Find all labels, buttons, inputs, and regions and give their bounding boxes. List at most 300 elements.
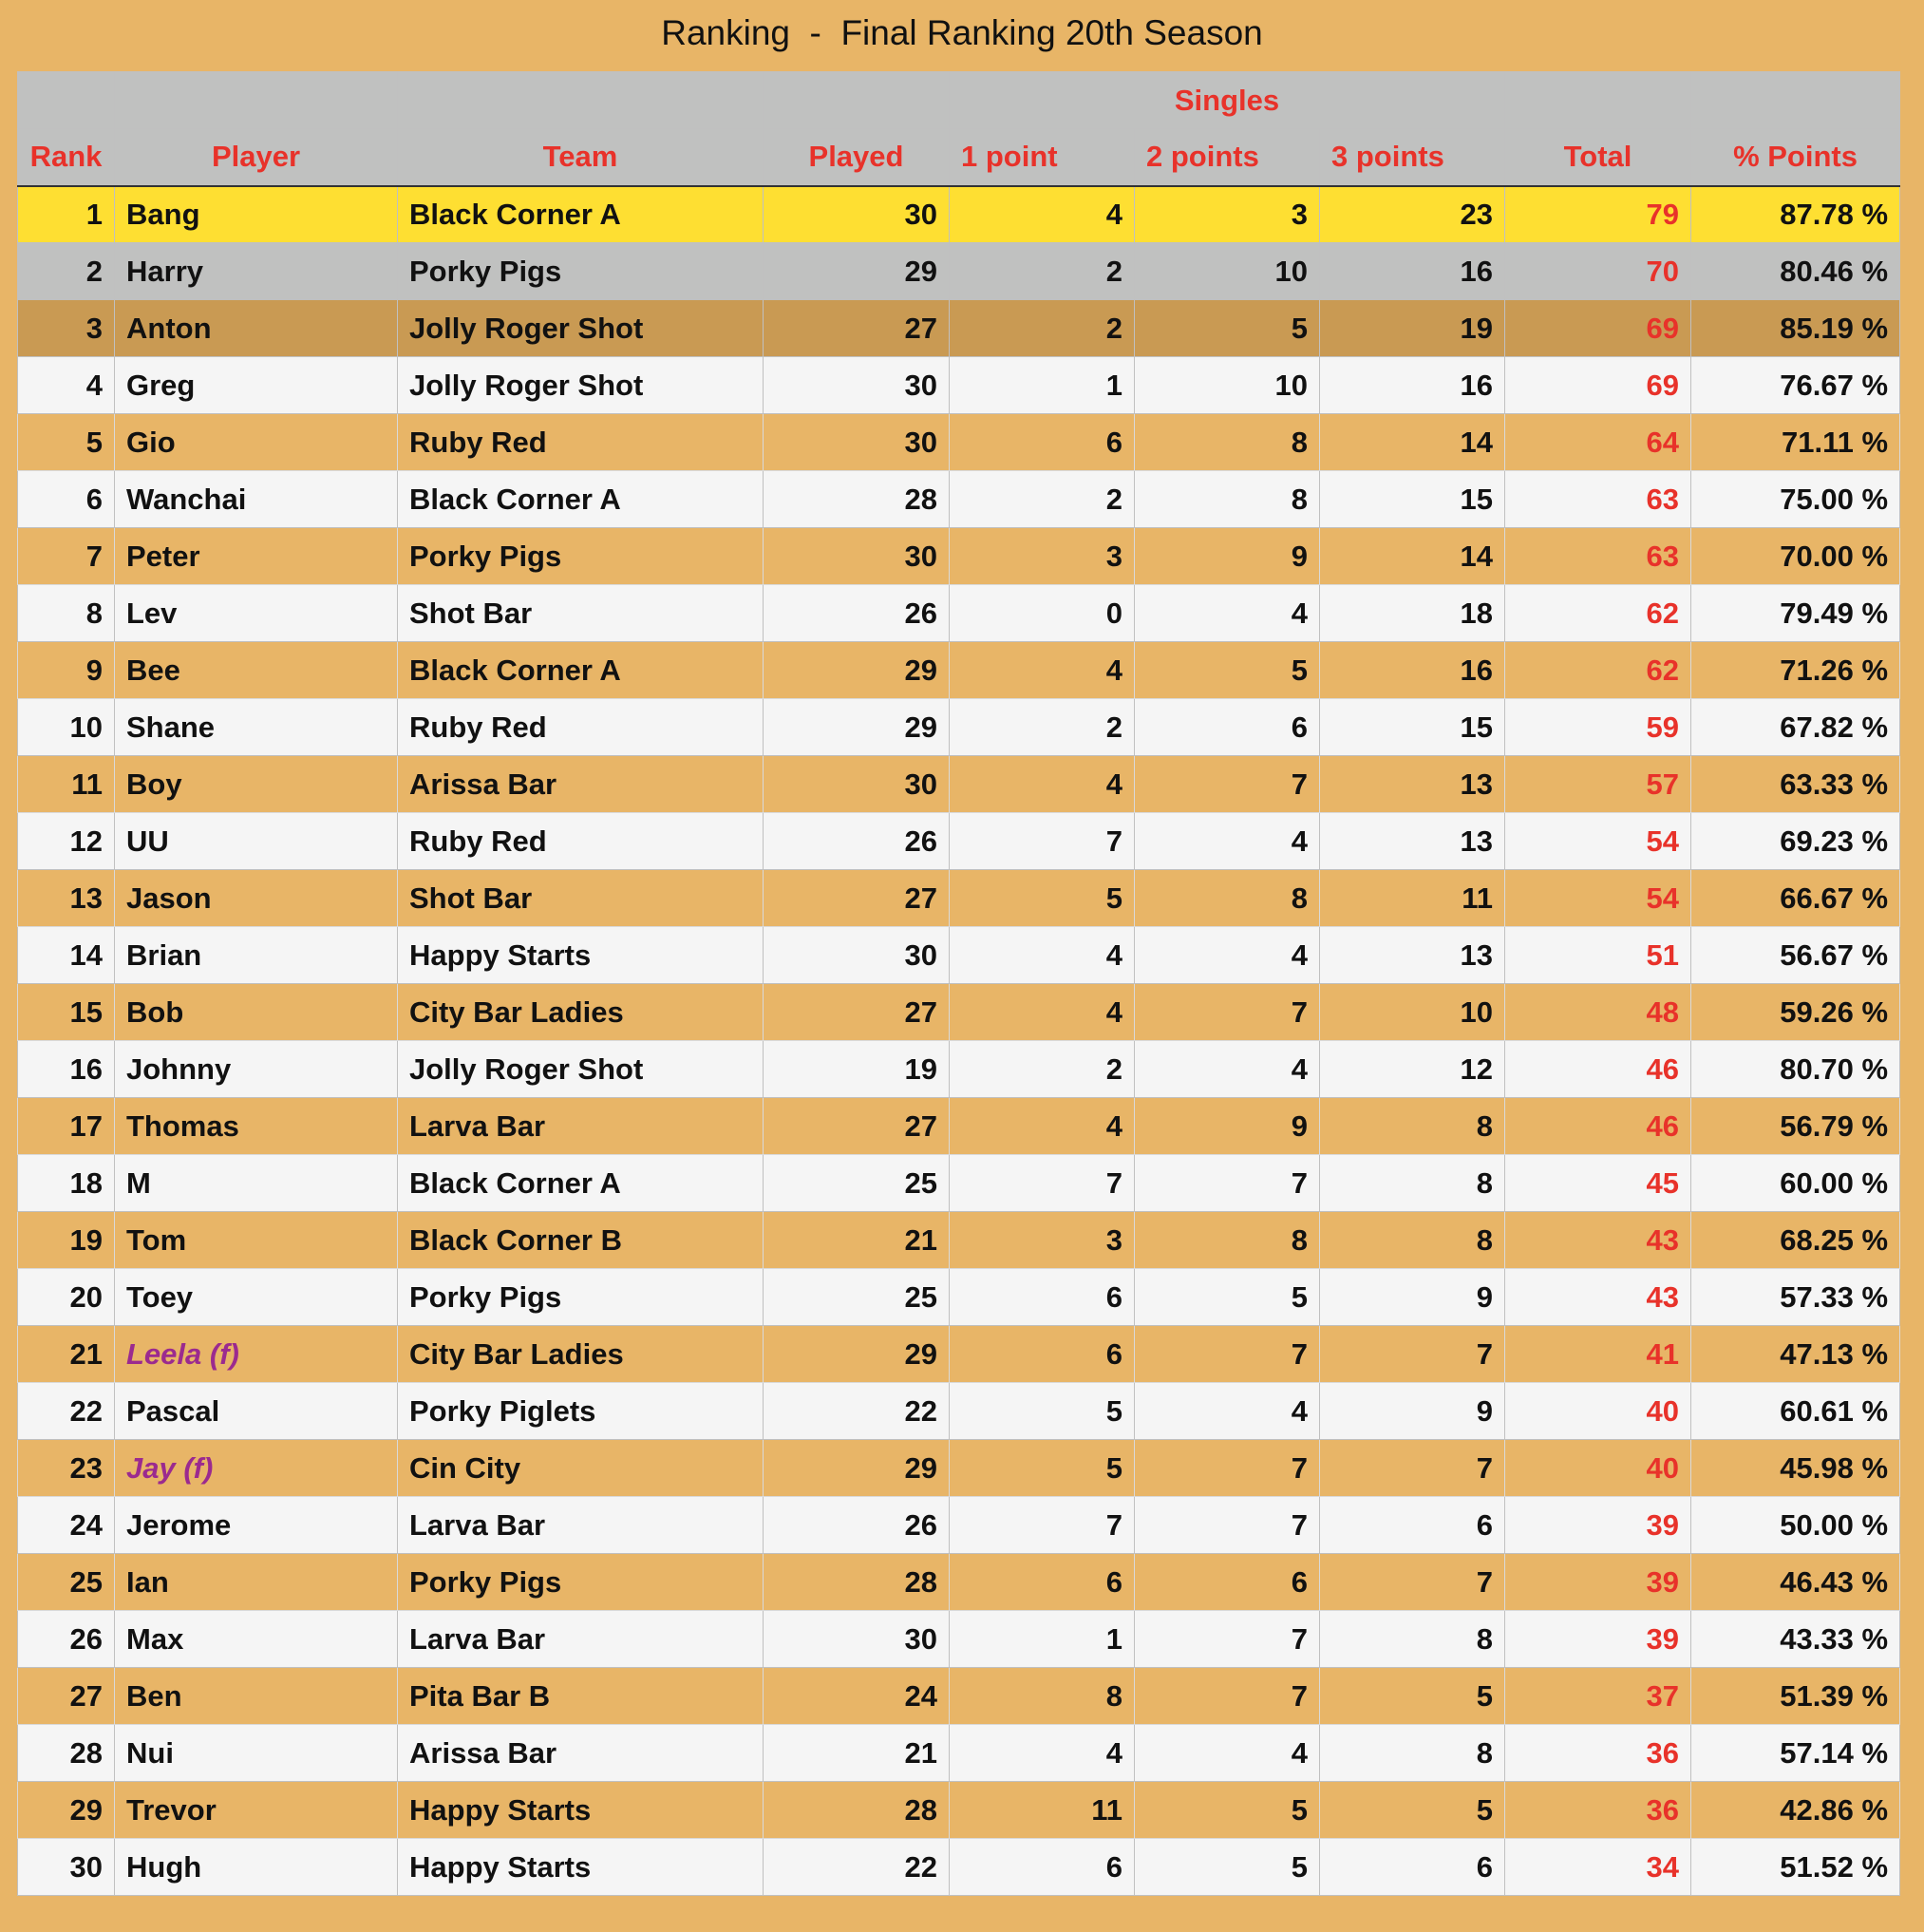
cell-total: 43 [1505,1212,1691,1269]
cell-2-points: 4 [1135,585,1320,642]
cell-3-points: 12 [1320,1041,1505,1098]
cell-pct-points: 70.00 % [1691,528,1900,585]
cell-3-points: 23 [1320,186,1505,243]
cell-1-point: 1 [950,357,1135,414]
cell-player: Peter [115,528,398,585]
cell-2-points: 9 [1135,528,1320,585]
cell-played: 28 [764,1554,950,1611]
cell-team: Black Corner A [398,186,764,243]
cell-rank: 9 [18,642,115,699]
column-header-pct-points[interactable]: % Points [1691,129,1900,186]
cell-1-point: 1 [950,1611,1135,1668]
cell-played: 30 [764,927,950,984]
cell-1-point: 2 [950,471,1135,528]
cell-pct-points: 47.13 % [1691,1326,1900,1383]
cell-1-point: 6 [950,1554,1135,1611]
cell-played: 29 [764,642,950,699]
table-row [18,927,1900,984]
table-row [18,699,1900,756]
cell-3-points: 13 [1320,756,1505,813]
cell-1-point: 6 [950,1839,1135,1896]
cell-played: 29 [764,1326,950,1383]
cell-3-points: 5 [1320,1668,1505,1725]
column-header-player[interactable]: Player [115,129,398,186]
cell-pct-points: 76.67 % [1691,357,1900,414]
cell-2-points: 7 [1135,1155,1320,1212]
cell-total: 46 [1505,1041,1691,1098]
cell-total: 64 [1505,414,1691,471]
cell-team: Arissa Bar [398,756,764,813]
cell-team: Porky Pigs [398,528,764,585]
header-blank-team [398,72,764,129]
cell-2-points: 7 [1135,1440,1320,1497]
cell-played: 30 [764,528,950,585]
cell-rank: 20 [18,1269,115,1326]
cell-2-points: 8 [1135,870,1320,927]
cell-total: 39 [1505,1611,1691,1668]
cell-played: 27 [764,300,950,357]
cell-1-point: 0 [950,585,1135,642]
table-row [18,1269,1900,1326]
cell-team: Porky Pigs [398,1554,764,1611]
cell-1-point: 6 [950,1326,1135,1383]
cell-team: Porky Piglets [398,1383,764,1440]
cell-player: Shane [115,699,398,756]
cell-pct-points: 51.39 % [1691,1668,1900,1725]
cell-2-points: 10 [1135,357,1320,414]
cell-total: 48 [1505,984,1691,1041]
cell-pct-points: 79.49 % [1691,585,1900,642]
cell-rank: 30 [18,1839,115,1896]
cell-1-point: 2 [950,1041,1135,1098]
cell-team: Shot Bar [398,585,764,642]
cell-player: Boy [115,756,398,813]
cell-played: 19 [764,1041,950,1098]
cell-player: Ben [115,1668,398,1725]
cell-rank: 2 [18,243,115,300]
table-row [18,585,1900,642]
cell-player: Trevor [115,1782,398,1839]
cell-team: Pita Bar B [398,1668,764,1725]
cell-team: Happy Starts [398,1839,764,1896]
cell-3-points: 16 [1320,357,1505,414]
header-blank-pct [1691,72,1900,129]
column-header-1-point[interactable]: 1 point [950,129,1135,186]
cell-team: Larva Bar [398,1497,764,1554]
cell-team: Larva Bar [398,1098,764,1155]
table-row [18,357,1900,414]
cell-team: Ruby Red [398,414,764,471]
cell-2-points: 5 [1135,1269,1320,1326]
page-title: Ranking - Final Ranking 20th Season [661,13,1263,52]
cell-rank: 29 [18,1782,115,1839]
cell-rank: 17 [18,1098,115,1155]
cell-player: Hugh [115,1839,398,1896]
cell-3-points: 19 [1320,300,1505,357]
cell-1-point: 2 [950,243,1135,300]
cell-total: 36 [1505,1725,1691,1782]
cell-2-points: 4 [1135,927,1320,984]
cell-team: Ruby Red [398,813,764,870]
cell-played: 30 [764,357,950,414]
table-row [18,870,1900,927]
cell-team: Porky Pigs [398,243,764,300]
cell-2-points: 8 [1135,414,1320,471]
cell-total: 46 [1505,1098,1691,1155]
ranking-table [17,71,1900,1896]
cell-rank: 5 [18,414,115,471]
cell-rank: 22 [18,1383,115,1440]
cell-1-point: 4 [950,1725,1135,1782]
table-row [18,1326,1900,1383]
cell-team: Happy Starts [398,927,764,984]
cell-total: 54 [1505,870,1691,927]
cell-team: Ruby Red [398,699,764,756]
cell-pct-points: 75.00 % [1691,471,1900,528]
cell-player: M [115,1155,398,1212]
cell-rank: 16 [18,1041,115,1098]
cell-rank: 7 [18,528,115,585]
table-row [18,1041,1900,1098]
cell-rank: 19 [18,1212,115,1269]
cell-2-points: 5 [1135,1839,1320,1896]
cell-total: 40 [1505,1440,1691,1497]
cell-team: Black Corner A [398,471,764,528]
cell-2-points: 8 [1135,1212,1320,1269]
cell-total: 70 [1505,243,1691,300]
header-row [18,129,1900,186]
cell-2-points: 7 [1135,1668,1320,1725]
cell-3-points: 7 [1320,1554,1505,1611]
cell-played: 22 [764,1839,950,1896]
cell-played: 27 [764,984,950,1041]
cell-total: 43 [1505,1269,1691,1326]
cell-pct-points: 60.61 % [1691,1383,1900,1440]
cell-1-point: 8 [950,1668,1135,1725]
cell-2-points: 3 [1135,186,1320,243]
cell-rank: 13 [18,870,115,927]
cell-3-points: 18 [1320,585,1505,642]
cell-2-points: 9 [1135,1098,1320,1155]
cell-1-point: 5 [950,1440,1135,1497]
ranking-body [18,186,1900,1896]
cell-pct-points: 63.33 % [1691,756,1900,813]
table-row [18,414,1900,471]
cell-rank: 28 [18,1725,115,1782]
cell-played: 26 [764,813,950,870]
cell-1-point: 2 [950,300,1135,357]
cell-total: 54 [1505,813,1691,870]
table-row [18,186,1900,243]
table-row [18,813,1900,870]
table-row [18,1497,1900,1554]
cell-player: Bang [115,186,398,243]
cell-rank: 24 [18,1497,115,1554]
cell-player: Toey [115,1269,398,1326]
header-singles-group: Singles [950,72,1505,129]
cell-pct-points: 51.52 % [1691,1839,1900,1896]
cell-2-points: 7 [1135,984,1320,1041]
cell-pct-points: 67.82 % [1691,699,1900,756]
cell-pct-points: 85.19 % [1691,300,1900,357]
cell-team: Black Corner A [398,642,764,699]
cell-pct-points: 46.43 % [1691,1554,1900,1611]
cell-total: 62 [1505,642,1691,699]
cell-rank: 12 [18,813,115,870]
table-row [18,984,1900,1041]
table-row [18,1839,1900,1896]
cell-2-points: 4 [1135,1725,1320,1782]
cell-total: 41 [1505,1326,1691,1383]
cell-2-points: 5 [1135,300,1320,357]
cell-3-points: 8 [1320,1098,1505,1155]
cell-3-points: 7 [1320,1326,1505,1383]
cell-player: Lev [115,585,398,642]
cell-2-points: 5 [1135,642,1320,699]
table-row [18,1611,1900,1668]
cell-1-point: 2 [950,699,1135,756]
cell-pct-points: 56.79 % [1691,1098,1900,1155]
cell-1-point: 4 [950,1098,1135,1155]
column-header-team[interactable]: Team [398,129,764,186]
cell-played: 29 [764,243,950,300]
cell-3-points: 14 [1320,414,1505,471]
cell-2-points: 4 [1135,1041,1320,1098]
cell-3-points: 10 [1320,984,1505,1041]
table-row [18,1668,1900,1725]
cell-player: Jay (f) [115,1440,398,1497]
cell-player: UU [115,813,398,870]
cell-pct-points: 69.23 % [1691,813,1900,870]
table-row [18,243,1900,300]
cell-player: Wanchai [115,471,398,528]
cell-rank: 10 [18,699,115,756]
table-row [18,1155,1900,1212]
cell-total: 36 [1505,1782,1691,1839]
cell-rank: 11 [18,756,115,813]
column-header-total[interactable]: Total [1505,129,1691,186]
cell-team: Happy Starts [398,1782,764,1839]
cell-team: City Bar Ladies [398,984,764,1041]
cell-played: 25 [764,1269,950,1326]
table-row [18,1383,1900,1440]
cell-team: Black Corner A [398,1155,764,1212]
cell-1-point: 6 [950,414,1135,471]
cell-rank: 23 [18,1440,115,1497]
table-row [18,642,1900,699]
cell-played: 27 [764,870,950,927]
cell-rank: 3 [18,300,115,357]
cell-player: Leela (f) [115,1326,398,1383]
table-row [18,528,1900,585]
cell-1-point: 3 [950,528,1135,585]
cell-played: 30 [764,186,950,243]
column-header-played[interactable]: Played [764,129,950,186]
cell-total: 69 [1505,300,1691,357]
cell-1-point: 4 [950,642,1135,699]
cell-player: Greg [115,357,398,414]
table-row [18,756,1900,813]
cell-3-points: 15 [1320,471,1505,528]
cell-3-points: 9 [1320,1383,1505,1440]
cell-team: Larva Bar [398,1611,764,1668]
cell-team: Porky Pigs [398,1269,764,1326]
cell-player: Jerome [115,1497,398,1554]
cell-played: 30 [764,414,950,471]
cell-team: Jolly Roger Shot [398,300,764,357]
cell-team: Black Corner B [398,1212,764,1269]
cell-rank: 15 [18,984,115,1041]
cell-2-points: 4 [1135,1383,1320,1440]
cell-3-points: 13 [1320,813,1505,870]
cell-player: Pascal [115,1383,398,1440]
cell-rank: 18 [18,1155,115,1212]
cell-1-point: 7 [950,813,1135,870]
table-row [18,1725,1900,1782]
cell-pct-points: 80.46 % [1691,243,1900,300]
cell-pct-points: 60.00 % [1691,1155,1900,1212]
cell-player: Bob [115,984,398,1041]
cell-played: 27 [764,1098,950,1155]
cell-total: 59 [1505,699,1691,756]
cell-3-points: 8 [1320,1212,1505,1269]
cell-total: 39 [1505,1554,1691,1611]
cell-2-points: 4 [1135,813,1320,870]
cell-player: Jason [115,870,398,927]
header-group-row [18,72,1900,129]
cell-3-points: 16 [1320,243,1505,300]
cell-pct-points: 87.78 % [1691,186,1900,243]
cell-pct-points: 71.26 % [1691,642,1900,699]
cell-played: 24 [764,1668,950,1725]
cell-total: 37 [1505,1668,1691,1725]
cell-pct-points: 68.25 % [1691,1212,1900,1269]
cell-played: 29 [764,1440,950,1497]
header-blank-total [1505,72,1691,129]
cell-2-points: 6 [1135,699,1320,756]
cell-pct-points: 59.26 % [1691,984,1900,1041]
cell-1-point: 11 [950,1782,1135,1839]
cell-total: 39 [1505,1497,1691,1554]
cell-2-points: 10 [1135,243,1320,300]
cell-3-points: 8 [1320,1611,1505,1668]
cell-1-point: 4 [950,927,1135,984]
cell-1-point: 5 [950,1383,1135,1440]
cell-1-point: 7 [950,1155,1135,1212]
cell-played: 26 [764,585,950,642]
table-row [18,1098,1900,1155]
cell-team: Arissa Bar [398,1725,764,1782]
cell-2-points: 5 [1135,1782,1320,1839]
cell-total: 40 [1505,1383,1691,1440]
cell-pct-points: 56.67 % [1691,927,1900,984]
table-row [18,1212,1900,1269]
cell-2-points: 8 [1135,471,1320,528]
header-blank-played [764,72,950,129]
cell-rank: 8 [18,585,115,642]
cell-played: 28 [764,471,950,528]
table-row [18,1554,1900,1611]
cell-1-point: 4 [950,756,1135,813]
cell-2-points: 7 [1135,1611,1320,1668]
cell-3-points: 8 [1320,1725,1505,1782]
table-row [18,1782,1900,1839]
cell-1-point: 5 [950,870,1135,927]
cell-played: 21 [764,1212,950,1269]
cell-pct-points: 50.00 % [1691,1497,1900,1554]
table-row [18,471,1900,528]
cell-played: 22 [764,1383,950,1440]
cell-played: 21 [764,1725,950,1782]
cell-2-points: 7 [1135,1497,1320,1554]
cell-team: City Bar Ladies [398,1326,764,1383]
column-header-3-points[interactable]: 3 points [1320,129,1505,186]
cell-player: Johnny [115,1041,398,1098]
cell-total: 34 [1505,1839,1691,1896]
cell-3-points: 11 [1320,870,1505,927]
cell-rank: 4 [18,357,115,414]
column-header-rank[interactable]: Rank [18,129,115,186]
cell-player: Brian [115,927,398,984]
cell-3-points: 14 [1320,528,1505,585]
cell-pct-points: 57.14 % [1691,1725,1900,1782]
cell-pct-points: 66.67 % [1691,870,1900,927]
cell-rank: 27 [18,1668,115,1725]
cell-played: 30 [764,1611,950,1668]
cell-total: 51 [1505,927,1691,984]
cell-rank: 14 [18,927,115,984]
cell-3-points: 5 [1320,1782,1505,1839]
cell-player: Bee [115,642,398,699]
cell-3-points: 13 [1320,927,1505,984]
cell-3-points: 8 [1320,1155,1505,1212]
column-header-2-points[interactable]: 2 points [1135,129,1320,186]
header-blank-rank [18,72,115,129]
cell-3-points: 7 [1320,1440,1505,1497]
cell-played: 25 [764,1155,950,1212]
cell-pct-points: 57.33 % [1691,1269,1900,1326]
cell-team: Jolly Roger Shot [398,357,764,414]
cell-team: Cin City [398,1440,764,1497]
cell-total: 63 [1505,471,1691,528]
cell-pct-points: 80.70 % [1691,1041,1900,1098]
cell-rank: 26 [18,1611,115,1668]
cell-3-points: 6 [1320,1497,1505,1554]
cell-1-point: 6 [950,1269,1135,1326]
cell-player: Tom [115,1212,398,1269]
cell-rank: 6 [18,471,115,528]
cell-2-points: 7 [1135,756,1320,813]
cell-3-points: 15 [1320,699,1505,756]
cell-total: 57 [1505,756,1691,813]
cell-player: Max [115,1611,398,1668]
cell-pct-points: 45.98 % [1691,1440,1900,1497]
cell-1-point: 4 [950,186,1135,243]
cell-total: 79 [1505,186,1691,243]
cell-2-points: 7 [1135,1326,1320,1383]
table-row [18,1440,1900,1497]
cell-pct-points: 43.33 % [1691,1611,1900,1668]
cell-pct-points: 71.11 % [1691,414,1900,471]
cell-player: Thomas [115,1098,398,1155]
cell-total: 63 [1505,528,1691,585]
cell-1-point: 4 [950,984,1135,1041]
cell-2-points: 6 [1135,1554,1320,1611]
cell-team: Jolly Roger Shot [398,1041,764,1098]
cell-3-points: 16 [1320,642,1505,699]
cell-player: Harry [115,243,398,300]
cell-played: 30 [764,756,950,813]
